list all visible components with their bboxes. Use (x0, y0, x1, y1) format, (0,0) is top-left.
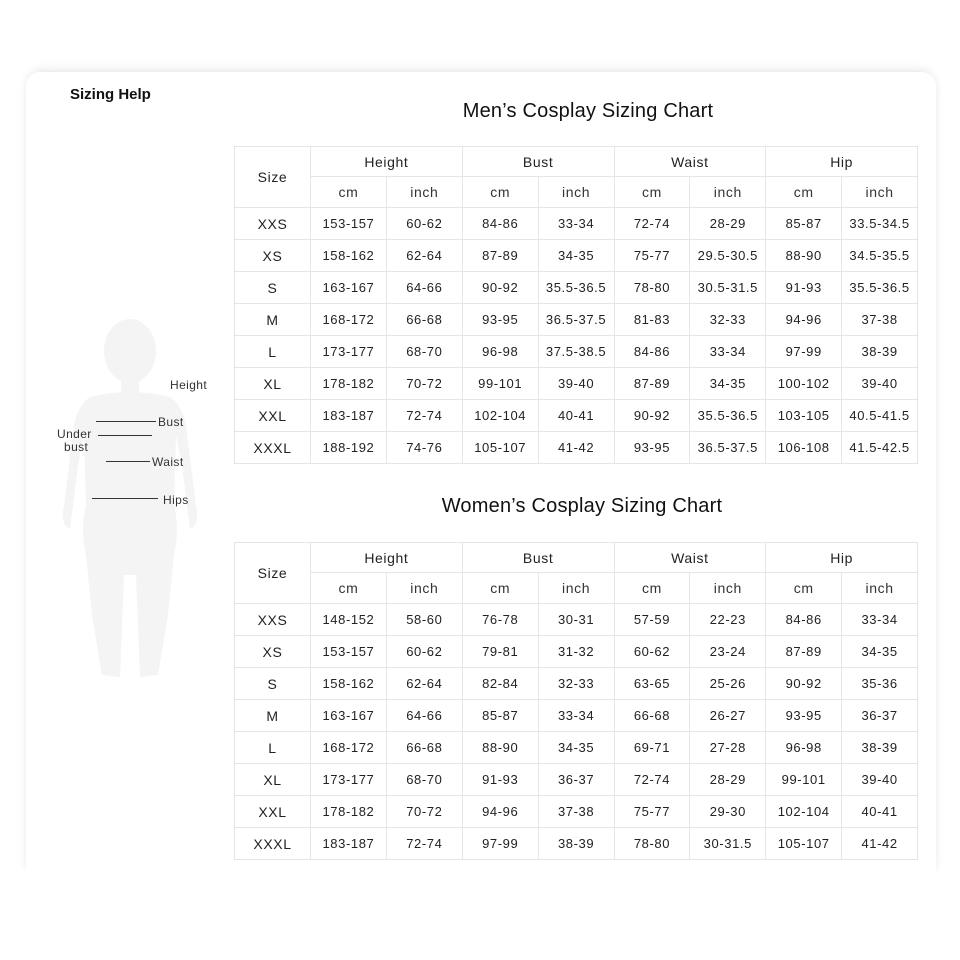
measurement-cell: 36-37 (842, 700, 918, 732)
table-row (235, 764, 918, 796)
size-header: Size (235, 543, 311, 604)
measurement-cell: 33-34 (690, 336, 766, 368)
measurement-cell: 35-36 (842, 668, 918, 700)
measurement-cell: 28-29 (690, 208, 766, 240)
measurement-cell: 38-39 (538, 828, 614, 860)
measurement-cell: 40-41 (538, 400, 614, 432)
measurement-cell: 30-31.5 (690, 828, 766, 860)
waist-line (106, 461, 150, 462)
unit-header-inch: inch (690, 573, 766, 604)
measurement-cell: 70-72 (386, 796, 462, 828)
size-cell: XXS (235, 604, 311, 636)
measurement-cell: 29-30 (690, 796, 766, 828)
measurement-cell: 93-95 (462, 304, 538, 336)
table-row (235, 272, 918, 304)
size-cell: L (235, 732, 311, 764)
measurement-cell: 173-177 (311, 764, 387, 796)
measurement-cell: 96-98 (462, 336, 538, 368)
measurement-cell: 39-40 (842, 368, 918, 400)
measurement-cell: 27-28 (690, 732, 766, 764)
measurement-cell: 23-24 (690, 636, 766, 668)
men-size-table (234, 146, 918, 464)
measurement-cell: 97-99 (462, 828, 538, 860)
unit-header-inch: inch (690, 177, 766, 208)
measurement-cell: 64-66 (386, 700, 462, 732)
measurement-cell: 63-65 (614, 668, 690, 700)
measurement-cell: 60-62 (614, 636, 690, 668)
measurement-cell: 90-92 (462, 272, 538, 304)
measurement-cell: 30.5-31.5 (690, 272, 766, 304)
unit-header-inch: inch (386, 177, 462, 208)
unit-header-cm: cm (766, 573, 842, 604)
measurement-cell: 72-74 (614, 208, 690, 240)
measurement-cell: 91-93 (462, 764, 538, 796)
measurement-cell: 39-40 (842, 764, 918, 796)
measurement-cell: 66-68 (386, 732, 462, 764)
measurement-cell: 93-95 (766, 700, 842, 732)
measurement-cell: 70-72 (386, 368, 462, 400)
measurement-cell: 188-192 (311, 432, 387, 464)
measurement-cell: 153-157 (311, 636, 387, 668)
size-cell: XS (235, 240, 311, 272)
size-cell: XXXL (235, 828, 311, 860)
measurement-cell: 33.5-34.5 (842, 208, 918, 240)
size-cell: XL (235, 764, 311, 796)
unit-header-cm: cm (614, 573, 690, 604)
size-cell: M (235, 304, 311, 336)
measurement-cell: 178-182 (311, 368, 387, 400)
measurement-cell: 76-78 (462, 604, 538, 636)
measurement-cell: 93-95 (614, 432, 690, 464)
measurement-cell: 68-70 (386, 336, 462, 368)
measurement-cell: 38-39 (842, 336, 918, 368)
measurement-cell: 31-32 (538, 636, 614, 668)
table-row (235, 796, 918, 828)
measurement-cell: 90-92 (766, 668, 842, 700)
measurement-cell: 60-62 (386, 636, 462, 668)
underbust-label-line1: Under (57, 427, 92, 441)
measurement-cell: 163-167 (311, 700, 387, 732)
measurement-cell: 66-68 (386, 304, 462, 336)
unit-header-cm: cm (614, 177, 690, 208)
measurement-cell: 41-42 (842, 828, 918, 860)
measurement-cell: 34-35 (538, 240, 614, 272)
measurement-cell: 94-96 (462, 796, 538, 828)
measurement-cell: 72-74 (386, 400, 462, 432)
unit-header-inch: inch (842, 573, 918, 604)
measurement-cell: 38-39 (842, 732, 918, 764)
unit-header-inch: inch (538, 573, 614, 604)
measurement-cell: 72-74 (614, 764, 690, 796)
measurement-cell: 39-40 (538, 368, 614, 400)
bust-header: Bust (462, 147, 614, 177)
size-header: Size (235, 147, 311, 208)
measurement-cell: 87-89 (462, 240, 538, 272)
measurement-cell: 75-77 (614, 240, 690, 272)
table-row (235, 368, 918, 400)
height-label: Height (170, 378, 208, 392)
women-size-table (234, 542, 918, 860)
measurement-cell: 37-38 (842, 304, 918, 336)
measurement-cell: 85-87 (462, 700, 538, 732)
height-header: Height (311, 147, 463, 177)
table-row (235, 636, 918, 668)
measurement-cell: 22-23 (690, 604, 766, 636)
table-row (235, 240, 918, 272)
measurement-cell: 158-162 (311, 240, 387, 272)
measurement-cell: 34.5-35.5 (842, 240, 918, 272)
size-cell: XS (235, 636, 311, 668)
table-row (235, 304, 918, 336)
size-cell: XXS (235, 208, 311, 240)
measurement-cell: 163-167 (311, 272, 387, 304)
measurement-cell: 88-90 (462, 732, 538, 764)
size-cell: XXXL (235, 432, 311, 464)
measurement-cell: 85-87 (766, 208, 842, 240)
measurement-cell: 183-187 (311, 400, 387, 432)
measurement-cell: 41.5-42.5 (842, 432, 918, 464)
measurement-cell: 97-99 (766, 336, 842, 368)
waist-label: Waist (152, 455, 184, 469)
measurement-cell: 88-90 (766, 240, 842, 272)
measurement-cell: 105-107 (766, 828, 842, 860)
table-row (235, 604, 918, 636)
measurement-cell: 33-34 (538, 208, 614, 240)
unit-header-cm: cm (766, 177, 842, 208)
measurement-cell: 102-104 (462, 400, 538, 432)
measurement-cell: 62-64 (386, 240, 462, 272)
measurement-cell: 34-35 (842, 636, 918, 668)
measurement-cell: 84-86 (614, 336, 690, 368)
waist-header: Waist (614, 543, 766, 573)
measurement-cell: 37-38 (538, 796, 614, 828)
table-row (235, 732, 918, 764)
size-cell: S (235, 668, 311, 700)
size-cell: L (235, 336, 311, 368)
table-row (235, 700, 918, 732)
hip-header: Hip (766, 543, 918, 573)
unit-header-cm: cm (462, 177, 538, 208)
measurement-cell: 58-60 (386, 604, 462, 636)
measurement-cell: 57-59 (614, 604, 690, 636)
measurement-cell: 99-101 (462, 368, 538, 400)
measurement-cell: 84-86 (462, 208, 538, 240)
measurement-cell: 87-89 (766, 636, 842, 668)
measurement-cell: 36.5-37.5 (690, 432, 766, 464)
table-row (235, 400, 918, 432)
measurement-cell: 103-105 (766, 400, 842, 432)
unit-header-cm: cm (462, 573, 538, 604)
unit-header-cm: cm (311, 177, 387, 208)
measurement-cell: 106-108 (766, 432, 842, 464)
measurement-cell: 74-76 (386, 432, 462, 464)
size-cell: XXL (235, 400, 311, 432)
waist-header: Waist (614, 147, 766, 177)
measurement-cell: 78-80 (614, 272, 690, 304)
measurement-cell: 35.5-36.5 (690, 400, 766, 432)
measurement-cell: 34-35 (690, 368, 766, 400)
measurement-cell: 79-81 (462, 636, 538, 668)
height-header: Height (311, 543, 463, 573)
measurement-cell: 75-77 (614, 796, 690, 828)
measurement-cell: 99-101 (766, 764, 842, 796)
bust-line (96, 421, 156, 422)
measurement-cell: 69-71 (614, 732, 690, 764)
measurement-cell: 33-34 (842, 604, 918, 636)
measurement-cell: 153-157 (311, 208, 387, 240)
measurement-cell: 35.5-36.5 (842, 272, 918, 304)
measurement-cell: 78-80 (614, 828, 690, 860)
measurement-cell: 34-35 (538, 732, 614, 764)
measurement-cell: 32-33 (538, 668, 614, 700)
hip-header: Hip (766, 147, 918, 177)
unit-header-inch: inch (538, 177, 614, 208)
table-row (235, 336, 918, 368)
measurement-cell: 36-37 (538, 764, 614, 796)
underbust-line (98, 435, 152, 436)
measurement-cell: 40-41 (842, 796, 918, 828)
table-row (235, 208, 918, 240)
unit-header-cm: cm (311, 573, 387, 604)
size-cell: XXL (235, 796, 311, 828)
measurement-cell: 66-68 (614, 700, 690, 732)
unit-header-inch: inch (842, 177, 918, 208)
hips-line (92, 498, 158, 499)
table-row (235, 432, 918, 464)
measurement-cell: 96-98 (766, 732, 842, 764)
measurement-cell: 82-84 (462, 668, 538, 700)
measurement-cell: 30-31 (538, 604, 614, 636)
measurement-cell: 105-107 (462, 432, 538, 464)
table-row (235, 668, 918, 700)
measurement-cell: 81-83 (614, 304, 690, 336)
measurement-cell: 37.5-38.5 (538, 336, 614, 368)
measurement-cell: 168-172 (311, 304, 387, 336)
measurement-cell: 68-70 (386, 764, 462, 796)
measurement-cell: 72-74 (386, 828, 462, 860)
measurement-cell: 178-182 (311, 796, 387, 828)
measurement-cell: 25-26 (690, 668, 766, 700)
measurement-cell: 100-102 (766, 368, 842, 400)
measurement-cell: 36.5-37.5 (538, 304, 614, 336)
measurement-cell: 33-34 (538, 700, 614, 732)
measurement-cell: 29.5-30.5 (690, 240, 766, 272)
table-row (235, 828, 918, 860)
underbust-label-line2: bust (64, 440, 89, 454)
hips-label: Hips (163, 493, 189, 507)
women-chart-title: Women’s Cosplay Sizing Chart (441, 495, 723, 517)
measurement-cell: 60-62 (386, 208, 462, 240)
measurement-cell: 168-172 (311, 732, 387, 764)
measurement-cell: 41-42 (538, 432, 614, 464)
size-cell: M (235, 700, 311, 732)
measurement-cell: 64-66 (386, 272, 462, 304)
men-chart-title: Men’s Cosplay Sizing Chart (462, 100, 714, 122)
measurement-cell: 87-89 (614, 368, 690, 400)
measurement-cell: 84-86 (766, 604, 842, 636)
size-cell: S (235, 272, 311, 304)
measurement-cell: 183-187 (311, 828, 387, 860)
measurement-cell: 35.5-36.5 (538, 272, 614, 304)
measurement-cell: 40.5-41.5 (842, 400, 918, 432)
measurement-cell: 32-33 (690, 304, 766, 336)
measurement-cell: 28-29 (690, 764, 766, 796)
sizing-help-heading: Sizing Help (70, 86, 151, 103)
measurement-cell: 173-177 (311, 336, 387, 368)
measurement-cell: 62-64 (386, 668, 462, 700)
measurement-cell: 158-162 (311, 668, 387, 700)
measurement-cell: 148-152 (311, 604, 387, 636)
measurement-cell: 26-27 (690, 700, 766, 732)
bust-label: Bust (158, 415, 184, 429)
measurement-cell: 102-104 (766, 796, 842, 828)
unit-header-inch: inch (386, 573, 462, 604)
measurement-cell: 90-92 (614, 400, 690, 432)
size-cell: XL (235, 368, 311, 400)
bust-header: Bust (462, 543, 614, 573)
measurement-cell: 91-93 (766, 272, 842, 304)
measurement-cell: 94-96 (766, 304, 842, 336)
